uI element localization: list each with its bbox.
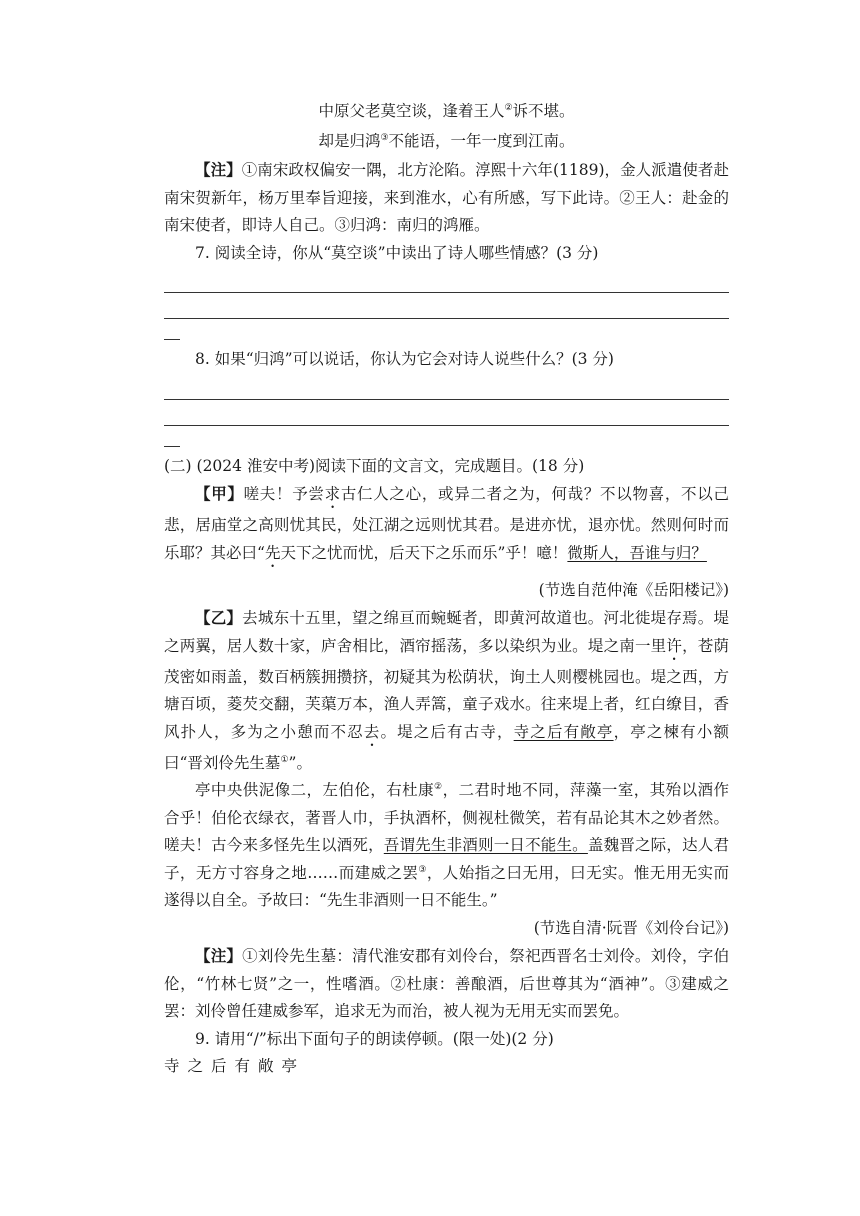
answer-line [164, 267, 729, 293]
poem-line-2: 却是归鸿③不能语，一年一度到江南。 [318, 132, 575, 150]
underlined-sentence: 微斯人，吾谁与归？ [567, 543, 707, 562]
answer-line-short [164, 426, 180, 447]
prose-note: 【注】①刘伶先生墓：清代淮安郡有刘伶台，祭祀西晋名士刘伶。刘伶，字伯伦，“竹林七贤”之一，性嗜酒。②杜康：善酿酒，后世尊其为“酒神”。③建威之罢：刘伶曾任建威参军，追求无为而治，被人视为无用无实而罢免。 [164, 946, 729, 1020]
answer-area-8[interactable] [164, 374, 729, 447]
passage-yi-paragraph-2: 亭中央供泥像二，左伯伦，右杜康②，二君时地不同，萍藻一室，其殆以酒作合乎！伯伦衣绿衣，著晋人巾，手执酒杯，侧视杜微笑，若有品论其木之妙者然。嗟夫！古今来多怪先生以酒死，吾谓先生非酒则一日不能生。盖魏晋之际，达人君子，无方寸容身之地……而建威之罢③，人始指之曰无用，曰无实。惟无用无实而遂得以自全。予故曰：“先生非酒则一日不能生。” [164, 781, 729, 909]
document-page [164, 96, 729, 1081]
underlined-phrase: 寺之后有敞亭 [513, 722, 614, 741]
passage-jia: 【甲】嗟夫！予尝求古仁人之心，或异二者之为，何哉？不以物喜，不以己悲，居庙堂之高则忧其民，处江湖之远则忧其君。是进亦忧，退亦忧。然则何时而乐耶？其必曰“先天下之忧而忧，后天下之乐而乐”乎！噫！微斯人，吾谁与归？ [164, 484, 729, 562]
question-9-sentence[interactable]: 寺之后有敞亭 [164, 1057, 306, 1075]
poem-line-1: 中原父老莫空谈，逢着王人②诉不堪。 [318, 102, 575, 120]
section-2-title: (二) (2024 淮安中考)阅读下面的文言文，完成题目。(18 分) [164, 456, 585, 475]
underlined-sentence: 吾谓先生非酒则一日不能生。 [383, 836, 588, 854]
answer-area-7[interactable] [164, 267, 729, 340]
answer-line-short [164, 319, 180, 340]
poem-note: 【注】①南宋政权偏安一隅，北方沦陷。淳熙十六年(1189)，金人派遣使者赴南宋贺新年，杨万里奉旨迎接，来到淮水，心有所感，写下此诗。②王人：赴金的南宋使者，即诗人自己。③归鸿：南归的鸿雁。 [164, 160, 729, 234]
question-8: 8. 如果“归鸿”可以说话，你认为它会对诗人说些什么？(3 分) [195, 350, 614, 368]
answer-line [164, 400, 729, 426]
source-yi: (节选自清·阮晋《刘伶台记》) [533, 918, 729, 937]
passage-yi: 【乙】去城东十五里，望之绵亘而蜿蜒者，即黄河故道也。河北徙堤存焉。堤之两翼，居人数十家，庐舍相比，酒帘摇荡，多以染织为业。堤之南一里许，苍荫茂密如雨盖，数百柄簇拥攒挤，初疑其为松荫状，询土人则樱桃园也。堤之西，方塘百顷，菱芡交翻，芙蕖万本，渔人弄篙，童子戏水。往来堤上者，红白缭目，香风扑人，多为之小憩而不忍去。堤之后有古寺，寺之后有敞亭，亭之楝有小额曰“晋刘伶先生墓①”。 [164, 608, 729, 772]
question-9: 9. 请用“/”标出下面句子的朗读停顿。(限一处)(2 分) [195, 1029, 554, 1048]
answer-line [164, 374, 729, 400]
answer-line [164, 293, 729, 319]
source-jia: (节选自范仲淹《岳阳楼记》) [538, 580, 729, 599]
question-7: 7. 阅读全诗，你从“莫空谈”中读出了诗人哪些情感？(3 分) [195, 243, 599, 262]
